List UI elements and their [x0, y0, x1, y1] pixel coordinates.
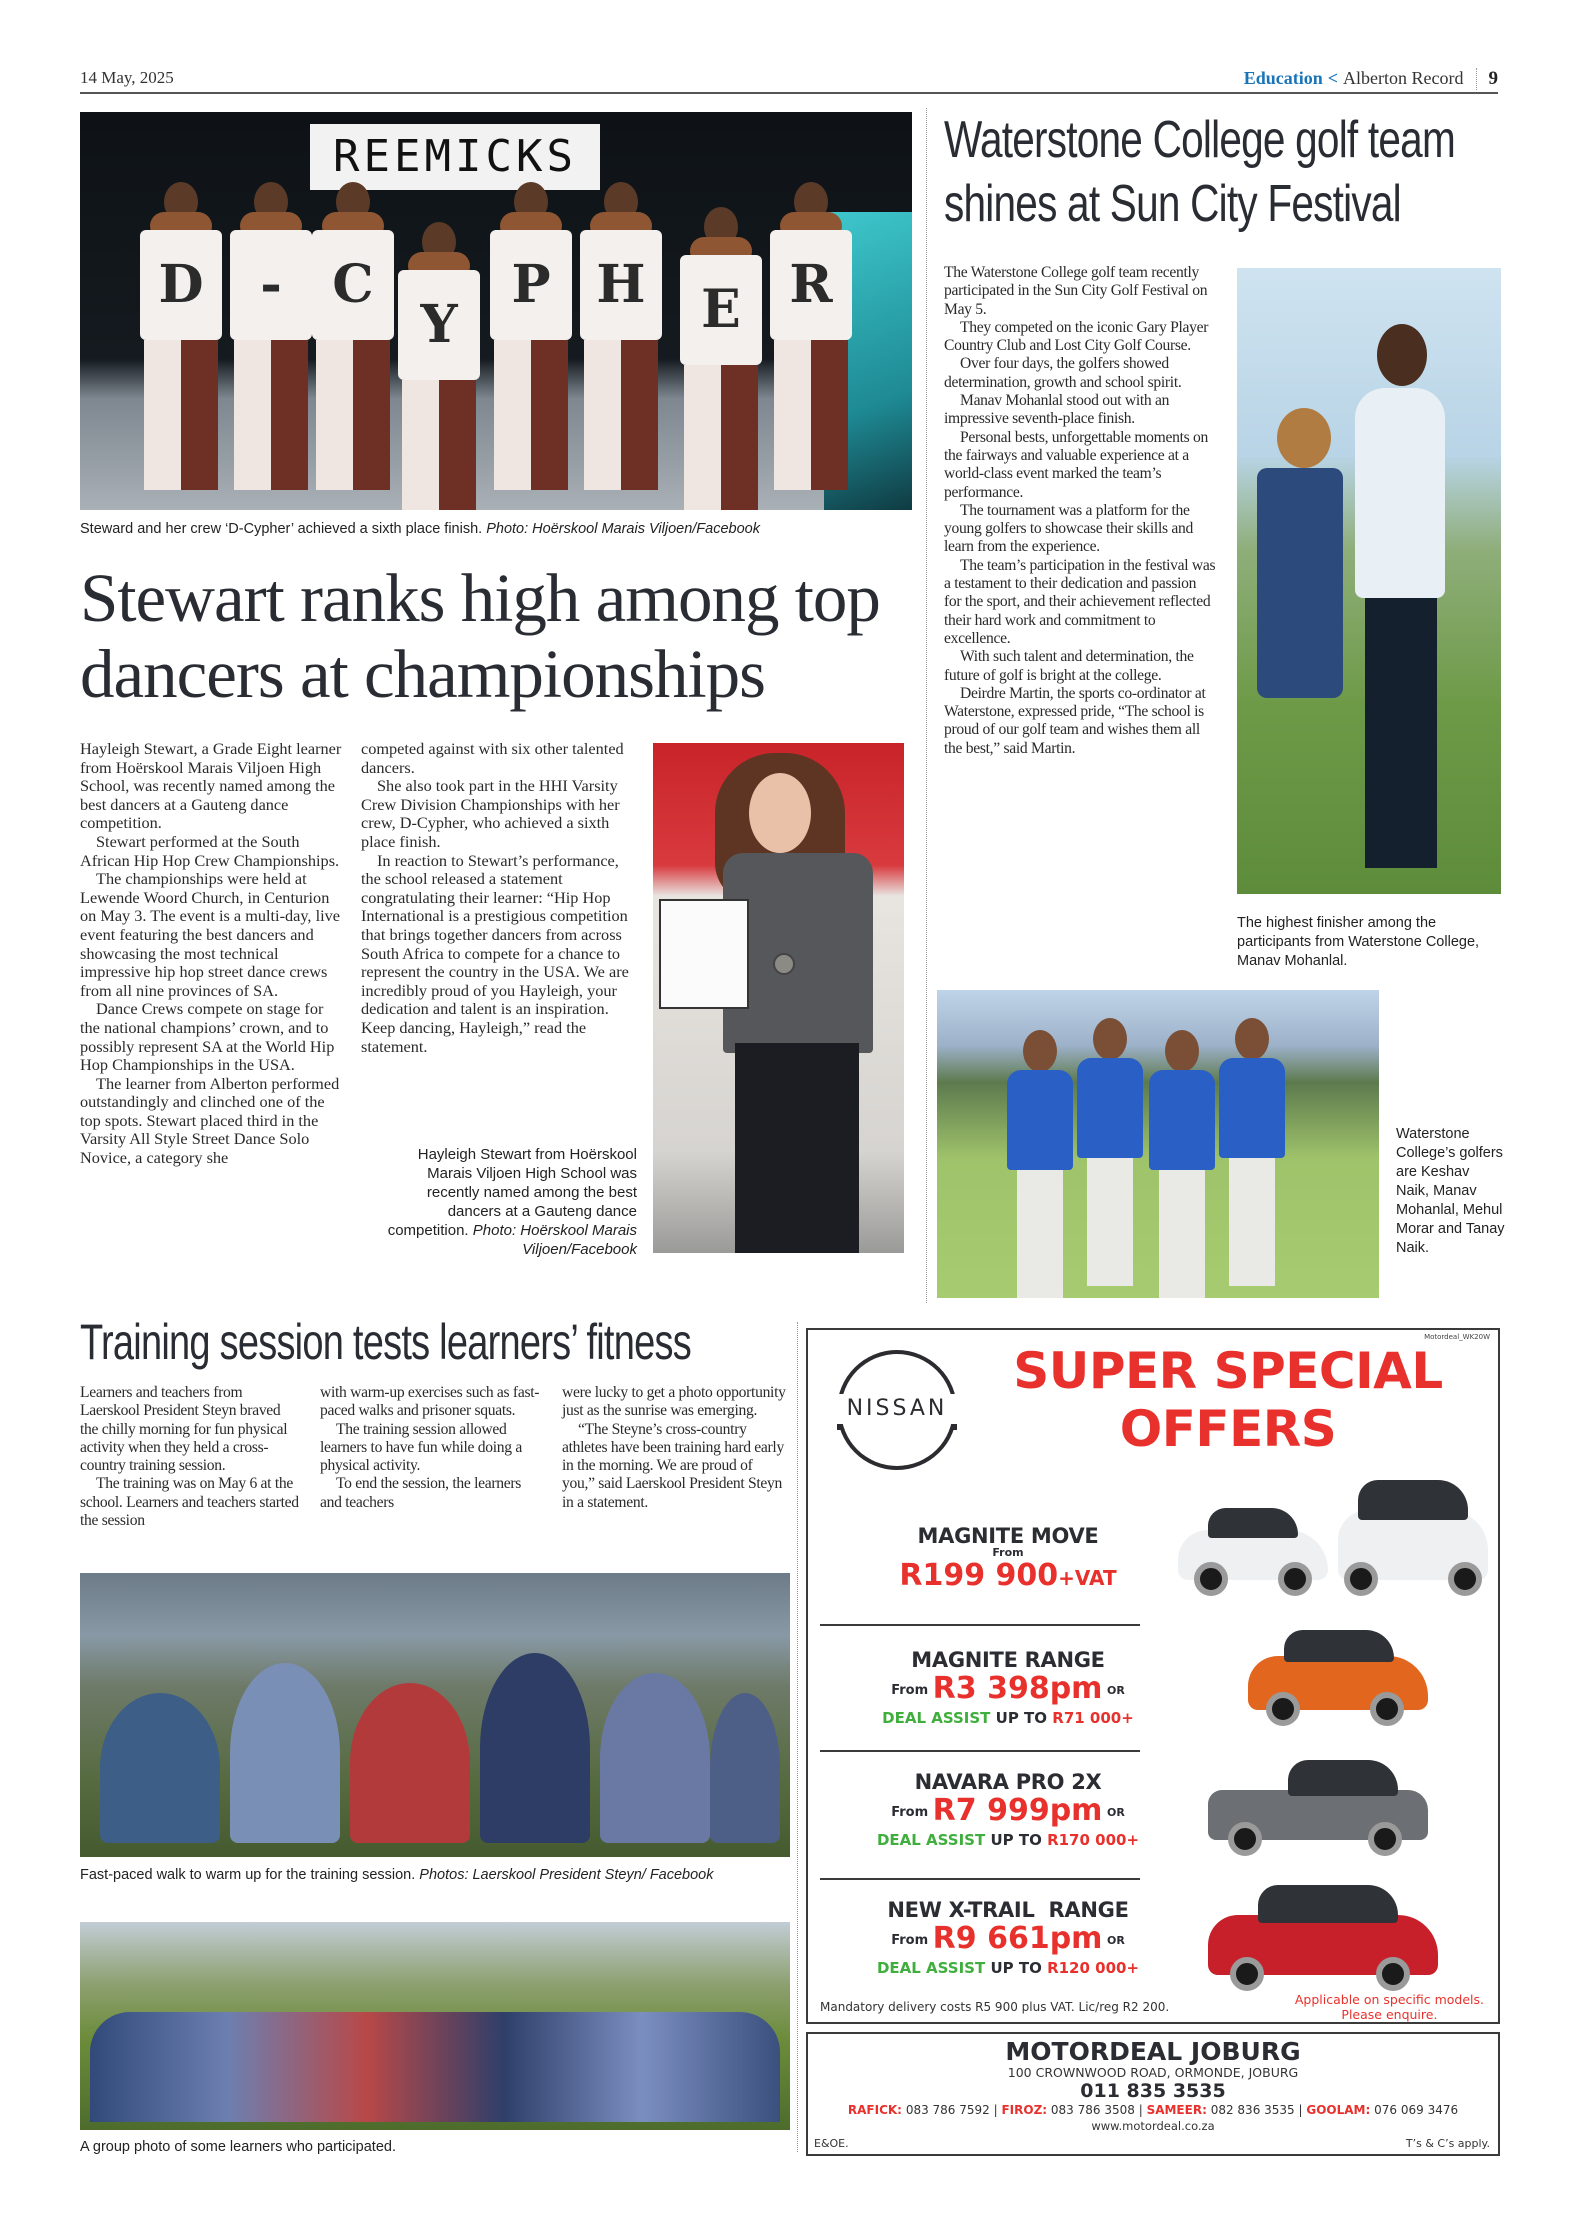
issue-date: 14 May, 2025 [80, 68, 174, 87]
section-breadcrumb [1244, 68, 1498, 90]
dancer: R [770, 182, 852, 502]
nissan-advert[interactable] [806, 1328, 1500, 2024]
offer-magnite-range[interactable]: MAGNITE RANGE From R3 398pm OR DEAL ASSIST UP TO R71 000+ [882, 1648, 1134, 1727]
delivery-note: Mandatory delivery costs R5 900 plus VAT. Lic/reg R2 200. [820, 2000, 1170, 2014]
offer-navara-pro-2x[interactable]: NAVARA PRO 2X From R7 999pm OR DEAL ASSIST UP TO R170 000+ [876, 1770, 1140, 1849]
photo-caption: The highest finisher among the participants from Waterstone College, Manav Mohanlal. [1237, 915, 1480, 969]
breadcrumb-separator: < [1327, 68, 1339, 88]
teddy-bear [1277, 408, 1331, 468]
applicable-note: Applicable on specific models. Please enquire. [1294, 1992, 1484, 2022]
golf-headline: Waterstone College golf team shines at Sun City Festival [944, 111, 1455, 233]
hayleigh-stewart-photo [653, 743, 904, 1253]
photo-caption: Steward and her crew ‘D-Cypher’ achieved a sixth place finish. Photo: Hoërskool Marais Viljoen/Facebook [80, 521, 760, 537]
dancer: H [580, 182, 662, 502]
contact-number[interactable]: 083 786 3508 [1050, 2103, 1135, 2117]
photo-credit: Photo: Hoërskool Marais Viljoen/Facebook [486, 521, 760, 537]
group-photo [80, 1922, 790, 2130]
golf-team-photo [937, 990, 1379, 1298]
reemicks-sign: REEMICKS [310, 124, 600, 190]
offer-magnite-move[interactable]: MAGNITE MOVE From R199 900+VAT [899, 1524, 1117, 1593]
terms-note: T’s & C’s apply. [1405, 2137, 1490, 2150]
dancer: - [230, 182, 312, 502]
dancer: E [680, 207, 762, 510]
car-magnite-open-doors [1178, 1490, 1328, 1600]
certificate [659, 899, 749, 1009]
dancer: D [140, 182, 222, 502]
dance-article-column-2: competed against with six other talented dancers. She also took part in the HHI Varsity Crew Division Championships with her crew, D-Cypher, who achieved a sixth place finish. In reaction to Stewart’s performance, the school released a statement congratulating their learner: “Hip Hop International is a prestigious competition that brings together dancers from across South Africa to compete for a chance to represent the country in the USA. We are incredibly proud of you Hayleigh, your dedication and talent is an inspiration. Keep dancing, Hayleigh,” read the statement. [361, 739, 629, 1056]
dealer-address: 100 CROWNWOOD ROAD, ORMONDE, JOBURG [1007, 2065, 1299, 2080]
dealer-info-box [806, 2032, 1500, 2156]
contact-number[interactable]: 076 069 3476 [1374, 2103, 1459, 2117]
column-divider [797, 1322, 798, 2152]
golf-article: The Waterstone College golf team recently participated in the Sun City Golf Festival on May 5. They competed on the iconic Gary Player Country Club and Lost City Golf Course. Over four days, the golfers showed determination, growth and school spirit. Manav Mohanlal stood out with an impressive seventh-place finish. Personal bests, unforgettable moments on the fairways and valuable experience at a world-class event marked the team’s performance. The tournament was a platform for the young golfers to showcase their skills and learn from the experience. The team’s participation in the festival was a testament to their dedication and passion for the sport, and their achievement reflected their hard work and commitment to excellence. With such talent and determination, the future of golf is bright at the college. Deirdre Martin, the sports co-ordinator at Waterstone, expressed pride, “The school is proud of our golf team and wishes them all the best,” said Martin. [944, 264, 1216, 757]
ad-code: Motordeal_WK20W [1424, 1333, 1490, 1341]
offer-divider [820, 1750, 1140, 1752]
dance-article-column-1: Hayleigh Stewart, a Grade Eight learner from Hoërskool Marais Viljoen High School, was recently named among the best dancers at a Gauteng dance competition. Stewart performed at the South African Hip Hop Crew Championships. The championships were held at Lewende Woord Church, in Centurion on May 3. The event is a multi-day, live event featuring the best dancers and showcasing the most technical impressive hip hop street dance crews from all nine provinces of SA. Dance Crews compete on stage for the national champions’ crown, and to possibly represent SA at the World Hip Hop Championships in the USA. The learner from Alberton performed outstandingly and clinched one of the top spots. Stewart placed third in the Varsity All Style Street Dance Solo Novice, a category she [80, 739, 342, 1168]
medal [773, 953, 795, 975]
dancer: Y [398, 222, 480, 510]
contact-number[interactable]: 082 836 3535 [1210, 2103, 1295, 2117]
offer-new-x-trail-range[interactable]: NEW X-TRAIL RANGE From R9 661pm OR DEAL ASSIST UP TO R120 000+ [876, 1898, 1140, 1977]
ad-headline: SUPER SPECIAL OFFERS [1013, 1342, 1443, 1458]
offer-price: R3 398pm [932, 1671, 1103, 1706]
eoe-note: E&OE. [814, 2137, 849, 2150]
car-navara-grey [1208, 1750, 1428, 1860]
photo-caption: Fast-paced walk to warm up for the training session. Photos: Laerskool President Steyn/ Facebook [80, 1867, 714, 1883]
photo-credit: Photo: Hoërskool Marais Viljoen/Facebook [472, 1222, 637, 1258]
section-name[interactable]: Education [1243, 68, 1323, 88]
training-article-column-3: were lucky to get a photo opportunity just as the sunrise was emerging. “The Steyne’s cross-country athletes have been training hard early in the morning. We are proud of you,” said Laerskool President Steyn in a statement. [562, 1384, 786, 1511]
page-header [80, 68, 1498, 94]
header-divider [1476, 68, 1477, 90]
dancer: C [312, 182, 394, 502]
offer-price: R199 900 [899, 1558, 1059, 1593]
training-headline: Training session tests learners’ fitness [80, 1314, 691, 1370]
dance-headline: Stewart ranks high among top dancers at championships [80, 560, 880, 712]
dealer-phone[interactable]: 011 835 3535 [1080, 2080, 1226, 2102]
nissan-logo-icon: NISSAN [822, 1346, 972, 1476]
manav-mohanlal-photo [1237, 268, 1501, 894]
page-number: 9 [1488, 68, 1498, 89]
dealer-website-link[interactable]: www.motordeal.co.za [1091, 2119, 1215, 2133]
dealer-name: MOTORDEAL JOBURG [1005, 2037, 1301, 2066]
photo-caption: Hayleigh Stewart from Hoërskool Marais Viljoen High School was recently named among the best dancers at a Gauteng dance competition. Photo: Hoërskool Marais Viljoen/Facebook [387, 1146, 637, 1258]
training-article-column-2: with warm-up exercises such as fast-paced walks and prisoner squats. The training session allowed learners to have fun while doing a physical activity. To end the session, the learners and teachers [320, 1384, 540, 1511]
golf-bag [1257, 468, 1343, 698]
offer-price: R9 661pm [932, 1921, 1103, 1956]
offer-divider [820, 1624, 1140, 1626]
dancer: P [490, 182, 572, 502]
contact-number[interactable]: 083 786 7592 [905, 2103, 990, 2117]
offer-divider [820, 1878, 1140, 1880]
warm-up-walk-photo [80, 1573, 790, 1857]
car-x-trail-red [1208, 1875, 1438, 1995]
photo-caption: A group photo of some learners who participated. [80, 2139, 396, 2155]
salesperson-contacts: RAFICK: 083 786 7592 | FIROZ: 083 786 3508 | SAMEER: 082 836 3535 | GOOLAM: 076 069 3476 [847, 2103, 1459, 2117]
photo-credit: Photos: Laerskool President Steyn/ Facebook [419, 1867, 714, 1883]
offer-price: R7 999pm [932, 1793, 1103, 1828]
training-article-column-1: Learners and teachers from Laerskool President Steyn braved the chilly morning for fun physical activity when they held a cross-country training session. The training was on May 6 at the school. Learners and teachers started the session [80, 1384, 299, 1530]
car-magnite-rear [1338, 1470, 1488, 1600]
d-cypher-crew-photo [80, 112, 912, 510]
publication-name: Alberton Record [1343, 68, 1464, 88]
photo-caption: Waterstone College’s golfers are Keshav Naik, Manav Mohanlal, Mehul Morar and Tanay Naik. [1396, 1126, 1505, 1256]
car-magnite-orange [1248, 1620, 1428, 1730]
